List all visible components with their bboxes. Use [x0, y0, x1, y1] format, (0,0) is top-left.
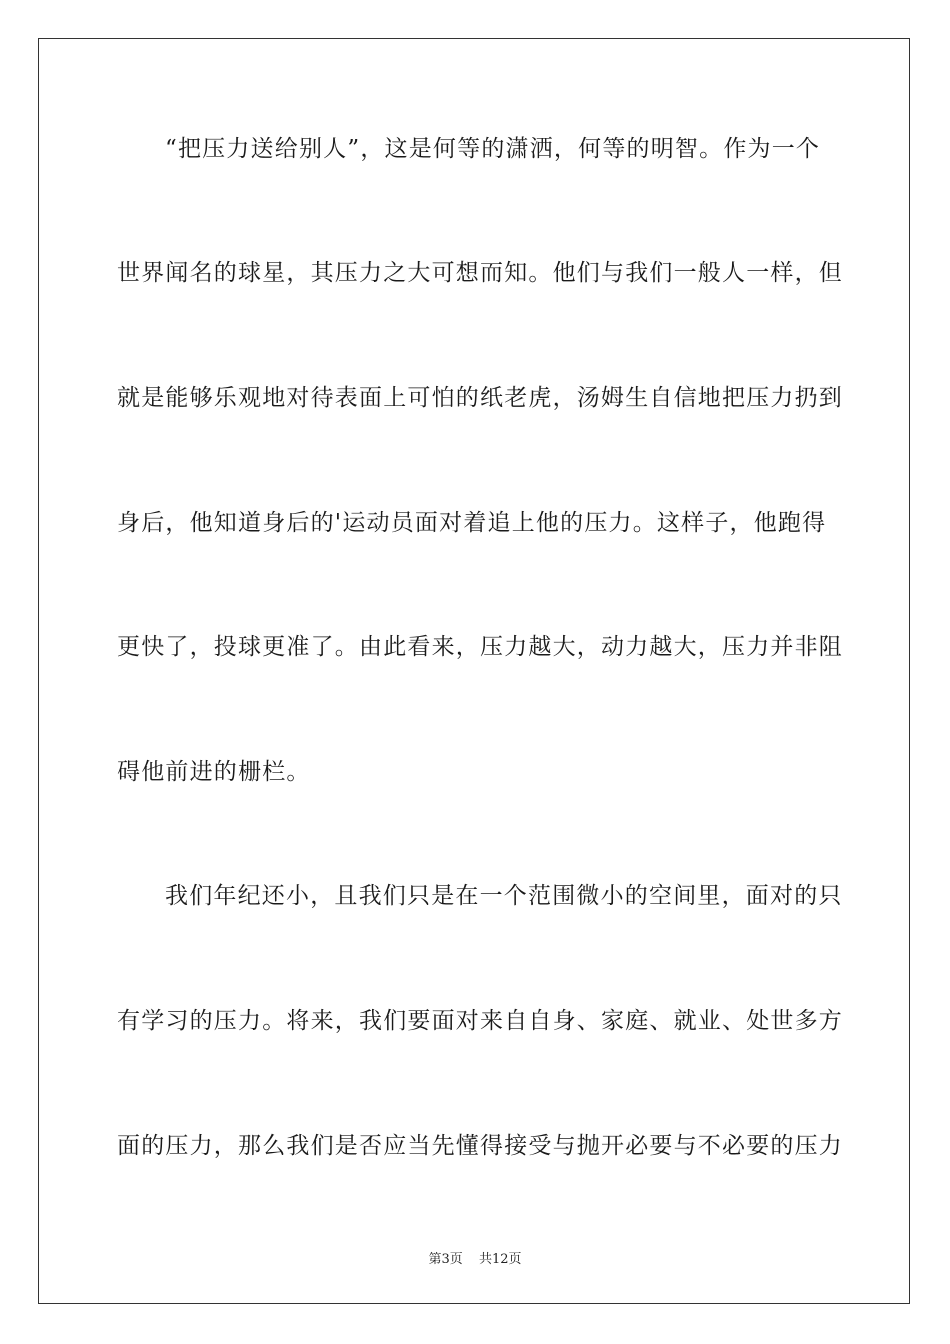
text-line: 碍他前进的栅栏。 [117, 759, 311, 785]
text-line: 面的压力，那么我们是否应当先懂得接受与抛开必要与不必要的压力 [117, 1133, 843, 1159]
text-line: 身后，他知道身后的'运动员面对着追上他的压力。这样子，他跑得 [117, 510, 827, 536]
page-number: 第3页 [428, 1252, 463, 1267]
page-footer [0, 1248, 950, 1267]
page-border [38, 38, 910, 1304]
text-line: 有学习的压力。将来，我们要面对来自自身、家庭、就业、处世多方 [117, 1008, 843, 1034]
text-line: 我们年纪还小，且我们只是在一个范围微小的空间里，面对的只 [165, 883, 843, 909]
text-line: 就是能够乐观地对待表面上可怕的纸老虎，汤姆生自信地把压力扔到 [117, 385, 843, 411]
text-line: 更快了，投球更准了。由此看来，压力越大，动力越大，压力并非阻 [117, 634, 843, 660]
page-total: 共12页 [478, 1252, 522, 1267]
text-line: “把压力送给别人”，这是何等的潇洒，何等的明智。作为一个 [165, 136, 821, 162]
text-line: 世界闻名的球星，其压力之大可想而知。他们与我们一般人一样，但 [117, 260, 843, 286]
